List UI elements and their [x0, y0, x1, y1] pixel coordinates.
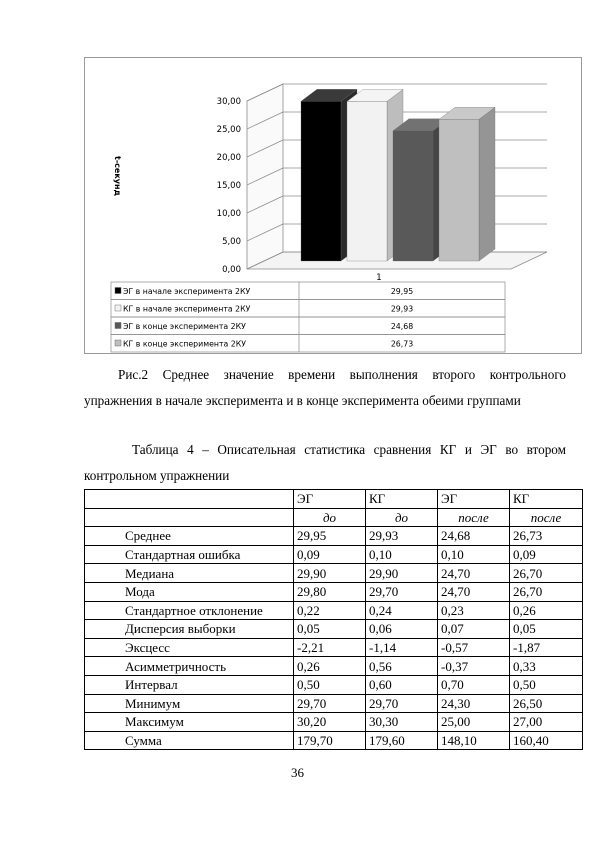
table-row — [85, 601, 583, 620]
y-tick-label: 20,00 — [216, 153, 241, 163]
table-row — [85, 731, 583, 750]
page-number: 36 — [291, 765, 304, 780]
y-tick-label: 5,00 — [222, 237, 241, 247]
table-cell: 26,70 — [510, 564, 583, 583]
table-subheader-row — [85, 508, 583, 527]
table-cell: 29,70 — [366, 694, 438, 713]
row-label: Среднее — [85, 527, 294, 546]
figure-caption-line-2: упражнения в начале эксперимента и в конце эксперимента обеими группами — [84, 393, 521, 408]
table-cell: 160,40 — [510, 731, 583, 750]
table-caption — [84, 437, 566, 489]
table-cell: 0,05 — [294, 620, 366, 639]
table-cell: 24,30 — [438, 694, 510, 713]
table-cell: 29,90 — [294, 564, 366, 583]
table-cell: 25,00 — [438, 713, 510, 732]
table-row — [85, 694, 583, 713]
legend-series-name: КГ в начале эксперимента 2КУ — [123, 304, 251, 314]
table-header-row — [85, 490, 583, 509]
row-label: Асимметричность — [85, 657, 294, 676]
table-subheader-cell: до — [294, 508, 366, 527]
table-row — [85, 582, 583, 601]
table-cell: 0,26 — [294, 657, 366, 676]
table-row — [85, 657, 583, 676]
legend-swatch — [115, 340, 121, 346]
table-row — [85, 564, 583, 583]
table-caption-line-1: Таблица 4 – Описательная статистика сравнения КГ и ЭГ во втором — [132, 442, 566, 457]
row-label: Стандартное отклонение — [85, 601, 294, 620]
table-cell: 0,10 — [438, 545, 510, 564]
table-cell: 29,70 — [366, 582, 438, 601]
table-cell: 0,06 — [366, 620, 438, 639]
table-header-cell: ЭГ — [438, 490, 510, 509]
table-subheader-cell: до — [366, 508, 438, 527]
legend-series-name: КГ в конце эксперимента 2КУ — [123, 339, 247, 349]
table-cell: 0,70 — [438, 675, 510, 694]
legend-swatch — [115, 305, 121, 311]
row-label: Эксцесс — [85, 638, 294, 657]
table-header-cell — [85, 490, 294, 509]
legend-swatch — [115, 323, 121, 329]
figure-caption — [84, 362, 566, 414]
legend-value: 29,95 — [390, 287, 414, 296]
table-cell: -0,57 — [438, 638, 510, 657]
table-cell: 26,50 — [510, 694, 583, 713]
table-cell: 0,50 — [294, 675, 366, 694]
table-cell: -1,87 — [510, 638, 583, 657]
legend-series-name: ЭГ в конце эксперимента 2КУ — [123, 322, 246, 331]
legend-value: 29,93 — [390, 304, 414, 314]
table-cell: -2,21 — [294, 638, 366, 657]
table-cell: 0,60 — [366, 675, 438, 694]
bar-front — [393, 131, 433, 261]
table-cell: 0,50 — [510, 675, 583, 694]
table-cell: 30,20 — [294, 713, 366, 732]
table-subheader-cell — [85, 508, 294, 527]
chart-frame — [84, 57, 582, 354]
row-label: Интервал — [85, 675, 294, 694]
row-label: Дисперсия выборки — [85, 620, 294, 639]
table-cell: 29,93 — [366, 527, 438, 546]
table-header-cell: ЭГ — [294, 490, 366, 509]
table-cell: 24,68 — [438, 527, 510, 546]
bar-front — [439, 119, 479, 261]
table-cell: 29,90 — [366, 564, 438, 583]
table-cell: 0,09 — [510, 545, 583, 564]
row-label: Медиана — [85, 564, 294, 583]
table-cell: 26,70 — [510, 582, 583, 601]
table-cell: 179,70 — [294, 731, 366, 750]
table-cell: 0,33 — [510, 657, 583, 676]
table-caption-line-2: контрольном упражнении — [84, 468, 230, 483]
row-label: Мода — [85, 582, 294, 601]
table-cell: 24,70 — [438, 564, 510, 583]
table-cell: 0,22 — [294, 601, 366, 620]
y-tick-label: 10,00 — [216, 209, 241, 219]
table-cell: 0,05 — [510, 620, 583, 639]
bar-side — [479, 107, 495, 261]
table-cell: 0,09 — [294, 545, 366, 564]
table-cell: 0,24 — [366, 601, 438, 620]
table-cell: -0,37 — [438, 657, 510, 676]
legend-value: 26,73 — [390, 339, 414, 349]
table-cell: 26,73 — [510, 527, 583, 546]
legend-value: 24,68 — [390, 322, 414, 331]
row-label: Стандартная ошибка — [85, 545, 294, 564]
table-cell: 179,60 — [366, 731, 438, 750]
y-tick-label: 25,00 — [216, 125, 241, 135]
table-cell: 30,30 — [366, 713, 438, 732]
statistics-table — [84, 489, 583, 750]
y-tick-label: 15,00 — [216, 181, 241, 191]
table-cell: 0,10 — [366, 545, 438, 564]
bar-front — [347, 101, 387, 261]
table-row — [85, 545, 583, 564]
table-cell: 29,95 — [294, 527, 366, 546]
table-cell: 29,80 — [294, 582, 366, 601]
y-tick-label: 30,00 — [216, 97, 241, 107]
y-axis-label: t-секунд — [113, 156, 122, 196]
table-cell: 0,26 — [510, 601, 583, 620]
row-label: Сумма — [85, 731, 294, 750]
figure-caption-line-1: Рис.2 Среднее значение времени выполнения второго контрольного — [118, 367, 566, 382]
row-label: Минимум — [85, 694, 294, 713]
y-tick-label: 0,00 — [222, 265, 241, 275]
table-subheader-cell: после — [438, 508, 510, 527]
table-cell: 0,23 — [438, 601, 510, 620]
bar-chart — [85, 58, 583, 355]
table-cell: 29,70 — [294, 694, 366, 713]
table-row — [85, 638, 583, 657]
bar-front — [301, 101, 341, 261]
table-cell: 0,07 — [438, 620, 510, 639]
table-cell: 24,70 — [438, 582, 510, 601]
table-cell: 0,56 — [366, 657, 438, 676]
table-cell: 148,10 — [438, 731, 510, 750]
table-row — [85, 675, 583, 694]
x-category-label: 1 — [376, 273, 382, 283]
table-cell: 27,00 — [510, 713, 583, 732]
legend-series-name: ЭГ в начале эксперимента 2КУ — [123, 287, 251, 296]
table-header-cell: КГ — [366, 490, 438, 509]
table-subheader-cell: после — [510, 508, 583, 527]
table-header-cell: КГ — [510, 490, 583, 509]
row-label: Максимум — [85, 713, 294, 732]
table-cell: -1,14 — [366, 638, 438, 657]
legend-swatch — [115, 288, 121, 294]
table-row — [85, 527, 583, 546]
table-row — [85, 713, 583, 732]
table-row — [85, 620, 583, 639]
